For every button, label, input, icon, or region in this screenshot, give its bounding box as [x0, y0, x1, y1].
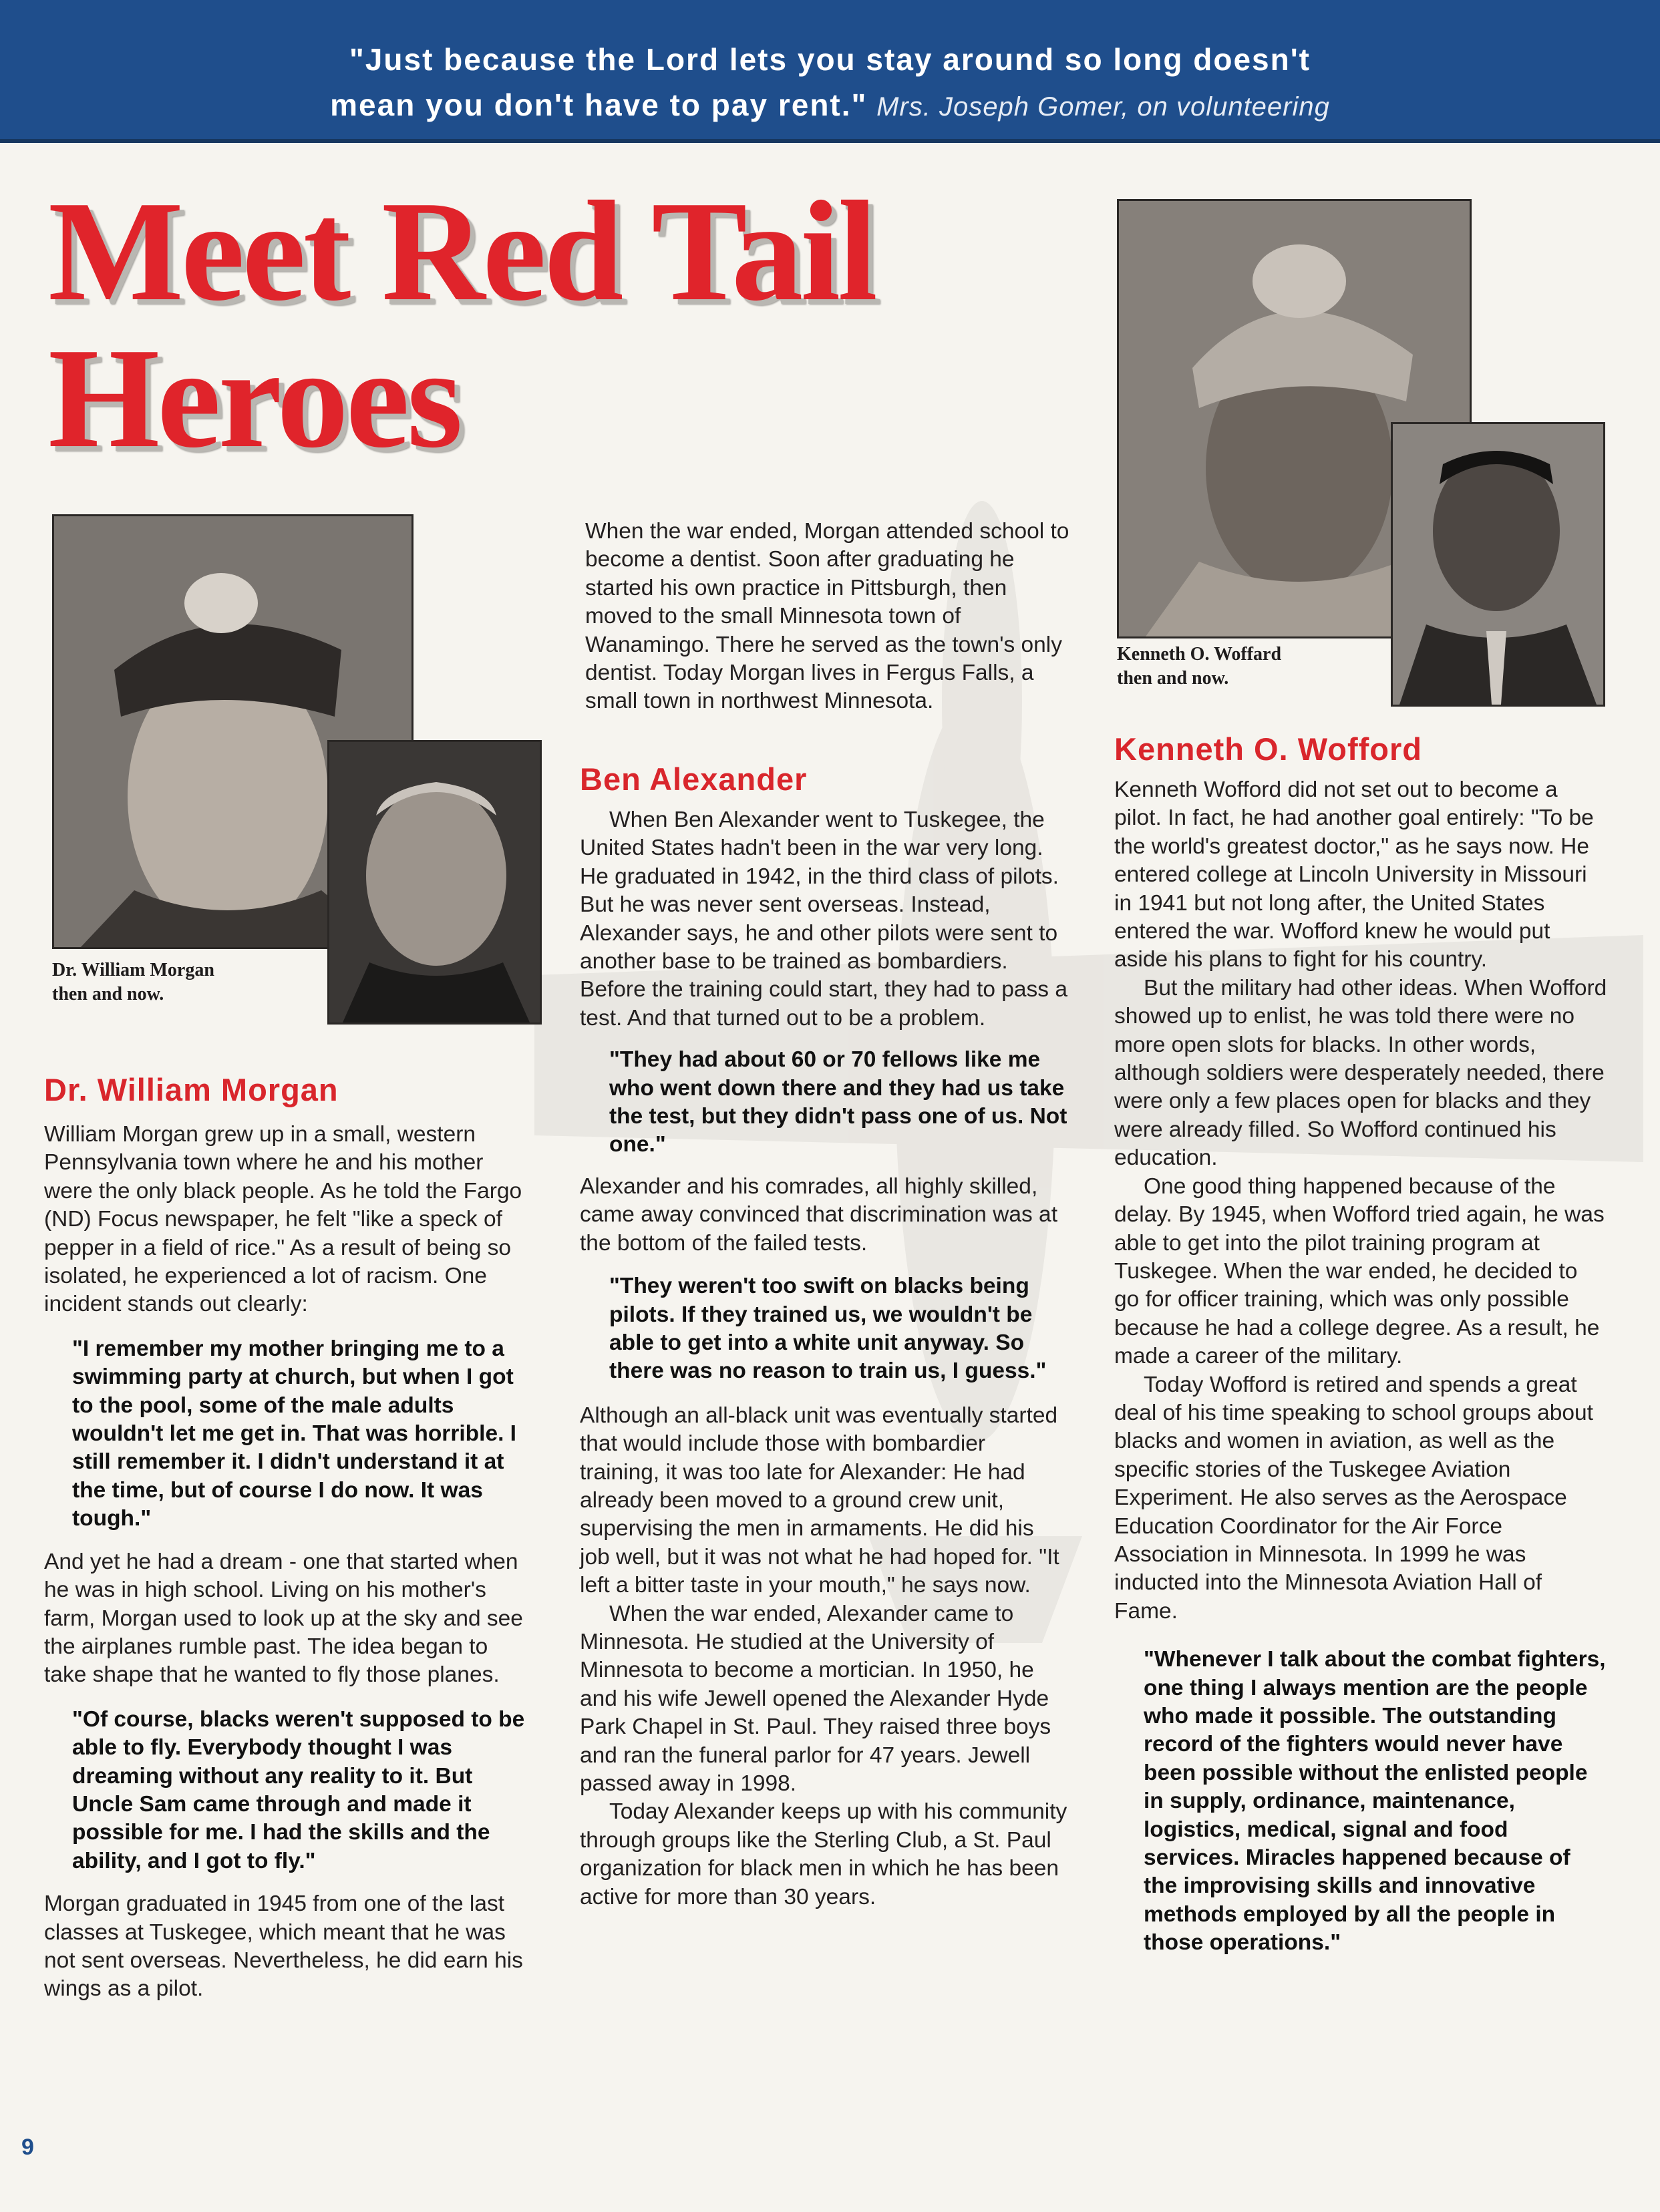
morgan-caption-line2: then and now. [52, 984, 164, 1004]
alexander-quote: "They weren't too swift on blacks being pilots. If they trained us, we wouldn't be able to get into a white unit anyway. So there was no reason to train us, I guess." [609, 1274, 1047, 1384]
wofford-photo-caption [1117, 642, 1384, 691]
page-title-line1: Meet Red Tail [48, 171, 875, 331]
wofford-quote: "Whenever I talk about the combat fighters, one thing I always mention are the people who made it possible. The outstanding record of the fighters would never have been possible without the enlisted people in supply, ordinance, maintenance, logistics, medical, signal and food services. Miracles happened because of the improvising skills and innovative methods employed by all the people in those operations." [1144, 1647, 1606, 1956]
alexander-paragraph: Alexander and his comrades, all highly skilled, came away convinced that discrimination was at the bottom of the failed tests. [580, 1173, 1057, 1256]
morgan-photo-caption [52, 958, 319, 1006]
wofford-caption-line1: Kenneth O. Woffard [1117, 644, 1282, 665]
morgan-quote: "I remember my mother bringing me to a swimming party at church, but when I got to the pool, some of the male adults wouldn't let me get in. That was horrible. I still remember it. I didn't understand it at the time, but of course I do now. It was tough." [72, 1336, 516, 1531]
page-number: 9 [21, 2135, 34, 2160]
morgan-quote: "Of course, blacks weren't supposed to be able to fly. Everybody thought I was dreaming without any reality to it. But Uncle Sam came through and made it possible for me. I had the skills and the ability, and I got to fly." [72, 1706, 525, 1873]
wofford-paragraph: Kenneth Wofford did not set out to become a pilot. In fact, he had another goal entirely: "To be the world's greatest doctor," as he says now. He entered college at Lincoln University in Missouri in 1941 but not long after, the United States entered the war. Wofford knew he would put aside his plans to fight for his country. [1114, 777, 1594, 972]
morgan-paragraph: And yet he had a dream - one that started when he was in high school. Living on his mother's farm, Morgan used to look up at the sky and see the airplanes rumble past. The idea began to take shape that he wanted to fly those planes. [44, 1549, 523, 1688]
morgan-heading: Dr. William Morgan [44, 1072, 339, 1107]
banner-attribution: Mrs. Joseph Gomer, on volunteering [876, 92, 1330, 122]
morgan-paragraph: William Morgan grew up in a small, western Pennsylvania town where he and his mother were the only black people. As he told the Fargo (ND) Focus newspaper, he felt "like a speck of pepper in a field of rice." As a result of being so isolated, he experienced a lot of racism. One incident stands out clearly: [44, 1122, 522, 1317]
morgan-paragraph: When the war ended, Morgan attended school to become a dentist. Soon after graduating he started his own practice in Pittsburgh, then moved to the small Minnesota town of Wanamingo. There he served as the town's only dentist. Today Morgan lives in Fergus Falls, a small town in northwest Minnesota. [585, 519, 1069, 714]
wofford-paragraph: Today Wofford is retired and spends a great deal of his time speaking to school groups about blacks and women in aviation, as well as the specific stories of the Tuskegee Aviation Experiment. He also serves as the Aerospace Education Coordinator for the Air Force Association in Minnesota. In 1999 he was inducted into the Minnesota Aviation Hall of Fame. [1114, 1372, 1593, 1624]
wofford-paragraph: One good thing happened because of the delay. By 1945, when Wofford tried again, he was able to get into the pilot training program at Tuskegee. When the war ended, he decided to go for officer training, which was only possible because he had a college degree. As a result, he made a career of the military. [1114, 1173, 1605, 1369]
morgan-caption-line1: Dr. William Morgan [52, 960, 214, 980]
wofford-now-photo [1391, 422, 1605, 707]
banner-quote-line1: "Just because the Lord lets you stay around so long doesn't [349, 42, 1311, 77]
alexander-column [580, 758, 1067, 1911]
wofford-heading: Kenneth O. Wofford [1114, 731, 1422, 767]
morgan-paragraph: Morgan graduated in 1945 from one of the last classes at Tuskegee, which meant that he was not sent overseas. Nevertheless, he did earn his wings as a pilot. [44, 1891, 523, 2002]
morgan-now-photo [327, 740, 542, 1025]
morgan-column-continued [585, 518, 1069, 716]
wofford-column [1114, 728, 1607, 1958]
quote-banner [0, 0, 1660, 143]
banner-quote-line2 [0, 87, 1660, 123]
banner-quote-line2-text: mean you don't have to pay rent." [330, 87, 868, 122]
page-title-line2: Heroes [48, 318, 460, 478]
wofford-paragraph: But the military had other ideas. When Wofford showed up to enlist, he was told there were no more open slots for blacks. In other words, although soldiers were desperately needed, there were only a few places open for blacks and they were already filled. So Wofford continued his education. [1114, 975, 1607, 1171]
alexander-paragraph: Although an all-black unit was eventually started that would include those with bombardier training, it was too late for Alexander: He had already been moved to a ground crew unit, supervising the men in armaments. He did his job well, but it was not what he had hoped for. "It left a bitter taste in your mouth," he says now. [580, 1403, 1059, 1598]
alexander-paragraph: When Ben Alexander went to Tuskegee, the United States hadn't been in the war very long. He graduated in 1942, in the third class of pilots. But he was never sent overseas. Instead, Alexander says, he and other pilots were sent to another base to be trained as bombardiers. Before the training could start, they had to pass a test. And that turned out to be a problem. [580, 807, 1067, 1031]
alexander-quote: "They had about 60 or 70 fellows like me who went down there and they had us take the test, but they didn't pass one of us. Not one." [609, 1047, 1067, 1157]
alexander-paragraph: Today Alexander keeps up with his community through groups like the Sterling Club, a St. Paul organization for black men in which he has been active for more than 30 years. [580, 1799, 1067, 1909]
alexander-paragraph: When the war ended, Alexander came to Minnesota. He studied at the University of Minnesota to become a mortician. In 1950, he and his wife Jewell opened the Alexander Hyde Park Chapel in St. Paul. They raised three boys and ran the funeral parlor for 47 years. Jewell passed away in 1998. [580, 1601, 1051, 1796]
alexander-heading: Ben Alexander [580, 761, 808, 797]
morgan-column [44, 1069, 525, 2004]
wofford-caption-line2: then and now. [1117, 668, 1229, 689]
